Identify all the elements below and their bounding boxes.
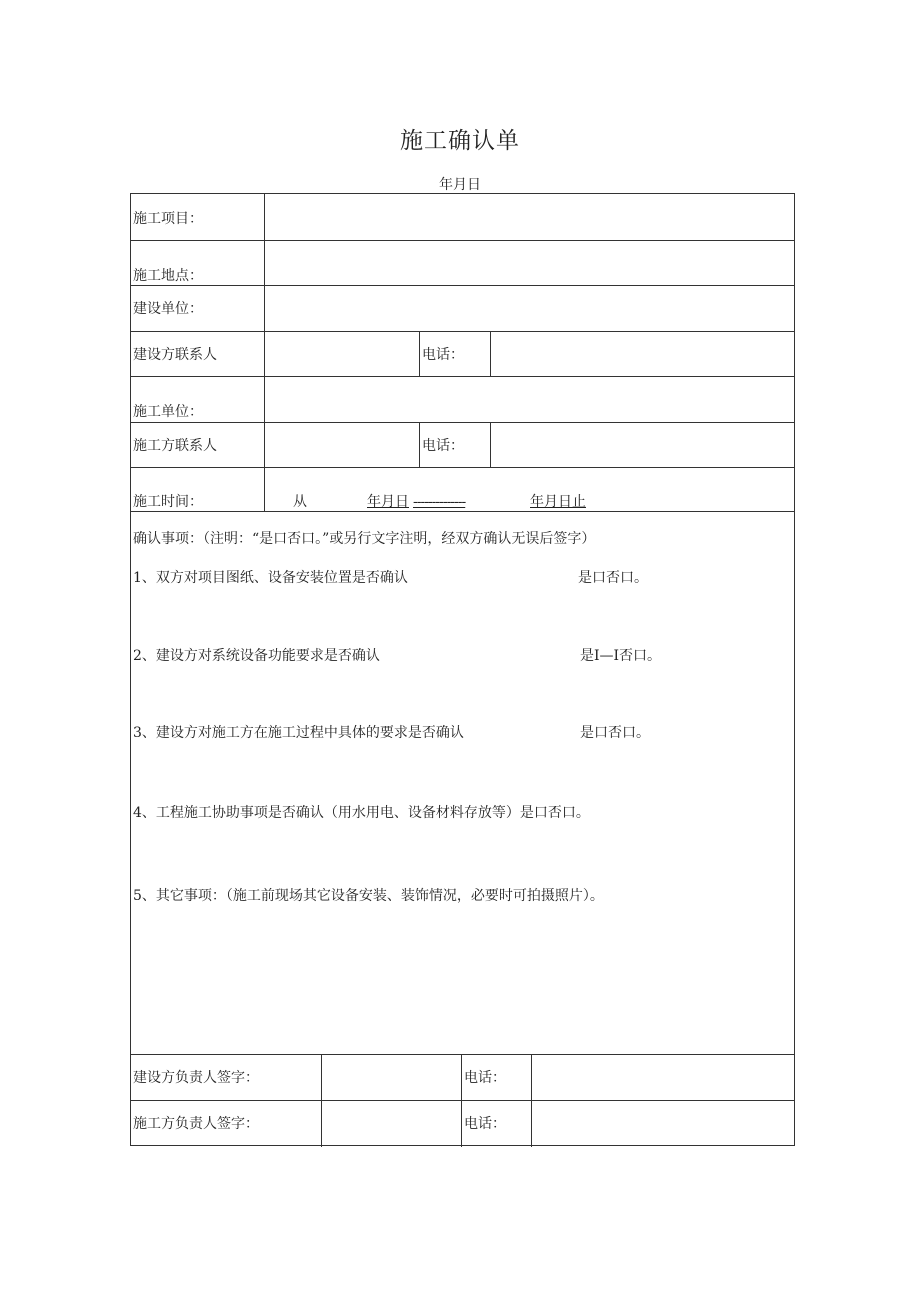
location-label: 施工地点： [133, 268, 203, 284]
confirm-item-2-answer: 是I—I否口。 [580, 648, 662, 664]
construction-sign-phone-label: 电话： [464, 1116, 506, 1132]
construction-contact-label: 施工方联系人 [133, 438, 217, 454]
row-divider [131, 467, 794, 468]
confirm-item-2: 2、建设方对系统设备功能要求是否确认 [133, 648, 380, 664]
confirm-item-5: 5、其它事项：（施工前现场其它设备安装、装饰情况，必要时可拍摄照片）。 [133, 888, 604, 904]
builder-contact-label: 建设方联系人 [133, 347, 217, 363]
confirm-item-1: 1、双方对项目图纸、设备安装位置是否确认 [133, 570, 408, 586]
time-end: 年月日止 [530, 494, 586, 510]
column-divider [419, 422, 420, 467]
column-divider [531, 1054, 532, 1147]
column-divider [264, 194, 265, 511]
construction-sign-label: 施工方负责人签字： [133, 1116, 259, 1132]
time-from: 从 [293, 494, 307, 510]
construction-unit-label: 施工单位： [133, 404, 203, 420]
column-divider [490, 422, 491, 467]
row-divider [131, 285, 794, 286]
confirm-item-3-answer: 是口否口。 [580, 725, 650, 741]
builder-phone-label: 电话： [422, 347, 464, 363]
confirmation-form [130, 193, 795, 1146]
row-divider [131, 376, 794, 377]
date-line: 年月日 [439, 177, 481, 193]
time-dash: -------------- [413, 494, 466, 510]
row-divider [131, 240, 794, 241]
confirm-header: 确认事项：（注明：“是口否口。”或另行文字注明，经双方确认无误后签字） [133, 531, 596, 547]
confirm-item-1-answer: 是口否口。 [578, 570, 648, 586]
row-divider [131, 1100, 794, 1101]
time-start: 年月日 [367, 494, 409, 510]
construction-phone-label: 电话： [422, 438, 464, 454]
column-divider [461, 1054, 462, 1147]
builder-sign-label: 建设方负责人签字： [133, 1070, 259, 1086]
project-label: 施工项目： [133, 211, 203, 227]
row-divider [131, 331, 794, 332]
confirm-item-4: 4、工程施工协助事项是否确认（用水用电、设备材料存放等）是口否口。 [133, 805, 590, 821]
column-divider [419, 331, 420, 376]
row-divider [131, 511, 794, 512]
column-divider [321, 1054, 322, 1147]
builder-unit-label: 建设单位： [133, 301, 203, 317]
row-divider [131, 1054, 794, 1055]
row-divider [131, 422, 794, 423]
column-divider [490, 331, 491, 376]
time-label: 施工时间： [133, 494, 203, 510]
page-title: 施工确认单 [400, 128, 520, 154]
confirm-item-3: 3、建设方对施工方在施工过程中具体的要求是否确认 [133, 725, 464, 741]
builder-sign-phone-label: 电话： [464, 1070, 506, 1086]
